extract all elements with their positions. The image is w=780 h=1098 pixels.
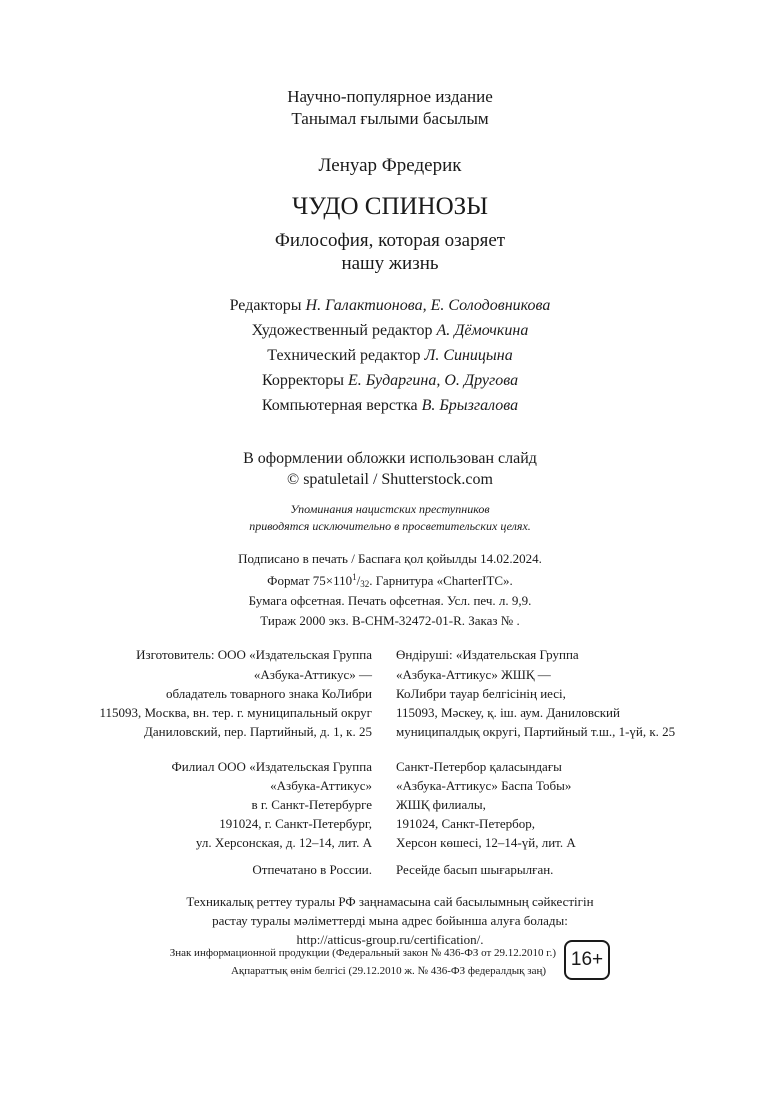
- format-prefix: Формат 75×110: [267, 573, 353, 588]
- credit-editors: [0, 297, 780, 315]
- edition-type-ru: Научно-популярное издание: [287, 87, 493, 106]
- info-sign-ru: Знак информационной продукции (Федеральный закон № 436-ФЗ от 29.12.2010 г.): [169, 947, 556, 959]
- cert-url: http://atticus-group.ru/certification/.: [296, 932, 484, 947]
- credit-role: Художественный редактор: [251, 322, 433, 339]
- format-suffix: . Гарнитура «CharterITC».: [369, 573, 513, 588]
- format-numerator: 1: [352, 572, 357, 582]
- print-run: Тираж 2000 экз. В-CHM-32472-01-R. Заказ № .: [260, 613, 520, 628]
- credit-role: Технический редактор: [267, 347, 421, 364]
- manufacturer-ru-line-3: обладатель товарного знака КоЛибри: [165, 686, 372, 701]
- manufacturer-ru-line-1: Изготовитель: ООО «Издательская Группа: [136, 647, 372, 662]
- credit-role: Корректоры: [261, 372, 345, 389]
- credit-names: А. Дёмочкина: [436, 322, 529, 339]
- subtitle-line-2: нашу жизнь: [341, 253, 439, 274]
- credit-names: Л. Синицына: [424, 347, 513, 364]
- credit-names: В. Брызгалова: [421, 397, 519, 414]
- book-title: ЧУДО СПИНОЗЫ: [292, 193, 488, 220]
- cover-credit-line-2: © spatuletail / Shutterstock.com: [287, 471, 493, 488]
- manufacturer-ru-line-5: Даниловский, пер. Партийный, д. 1, к. 25: [144, 724, 372, 739]
- info-sign-kz: Ақпараттық өнім белгісі (29.12.2010 ж. № 436-ФЗ федералдық заң): [230, 965, 546, 977]
- credit-role: Редакторы: [229, 297, 302, 314]
- branch-ru-line-5: ул. Херсонская, д. 12–14, лит. А: [195, 835, 372, 850]
- author: Ленуар Фредерик: [318, 155, 462, 176]
- age-rating-badge: 16+: [564, 940, 610, 980]
- branch-ru-line-4: 191024, г. Санкт-Петербург,: [219, 816, 372, 831]
- print-paper: Бумага офсетная. Печать офсетная. Усл. печ. л. 9,9.: [248, 593, 532, 608]
- cert-line-2: растау туралы мәліметтерді мына адрес бойынша алуға болады:: [212, 913, 568, 928]
- edition-type-kz: Танымал ғылыми басылым: [291, 109, 489, 128]
- branch-kz-line-1: Санкт-Петербор қаласындағы: [396, 759, 562, 774]
- manufacturer-kz-line-1: Өндіруші: «Издательская Группа: [396, 647, 579, 662]
- manufacturer-kz-line-3: КоЛибри тауар белгісінің иесі,: [396, 686, 566, 701]
- credit-correctors: [0, 372, 780, 390]
- branch-ru-line-2: «Азбука-Аттикус»: [270, 778, 372, 793]
- branch-kz-line-2: «Азбука-Аттикус» Баспа Тобы»: [396, 778, 572, 793]
- note-line-1: Упоминания нацистских преступников: [290, 502, 490, 516]
- branch-kz-line-5: Херсон көшесі, 12–14-үй, лит. А: [396, 835, 576, 850]
- subtitle-line-1: Философия, которая озаряет: [274, 230, 506, 251]
- manufacturer-kz-line-4: 115093, Мәскеу, қ. іш. аум. Даниловский: [396, 705, 620, 720]
- print-signed: Подписано в печать / Баспаға қол қойылды 14.02.2024.: [238, 551, 542, 566]
- print-format: Формат $75\times 110^1/_{32}$. Гарнитура «CharterITC».: [267, 572, 513, 589]
- manufacturer-ru-line-4: 115093, Москва, вн. тер. г. муниципальный округ: [99, 705, 372, 720]
- printed-in-kz: Ресейде басып шығарылған.: [396, 862, 554, 877]
- credit-names: Н. Галактионова, Е. Солодовникова: [305, 297, 551, 314]
- credit-names: Е. Бударгина, О. Другова: [348, 372, 519, 389]
- note-line-2: приводятся исключительно в просветительских целях.: [249, 519, 531, 533]
- cover-credit-line-1: В оформлении обложки использован слайд: [243, 450, 537, 467]
- manufacturer-kz-line-5: муниципалдық округі, Партийный т.ш., 1-үй, к. 25: [396, 724, 676, 739]
- credit-role: Компьютерная верстка: [261, 397, 418, 414]
- branch-kz-line-3: ЖШҚ филиалы,: [396, 797, 486, 812]
- branch-kz-line-4: 191024, Санкт-Петербор,: [396, 816, 536, 831]
- branch-ru-line-3: в г. Санкт-Петербурге: [251, 797, 372, 812]
- manufacturer-ru-line-2: «Азбука-Аттикус» —: [253, 667, 372, 682]
- cert-line-1: Техникалық реттеу туралы РФ заңнамасына сай басылымның сәйкестігін: [186, 894, 594, 909]
- printed-in-ru: Отпечатано в России.: [252, 862, 372, 877]
- branch-ru-line-1: Филиал ООО «Издательская Группа: [171, 759, 372, 774]
- credit-art-editor: [0, 322, 780, 340]
- credit-tech-editor: [0, 347, 780, 365]
- format-denominator: 32: [360, 579, 370, 589]
- manufacturer-kz-line-2: «Азбука-Аттикус» ЖШҚ —: [396, 667, 551, 682]
- credit-layout: [0, 397, 780, 415]
